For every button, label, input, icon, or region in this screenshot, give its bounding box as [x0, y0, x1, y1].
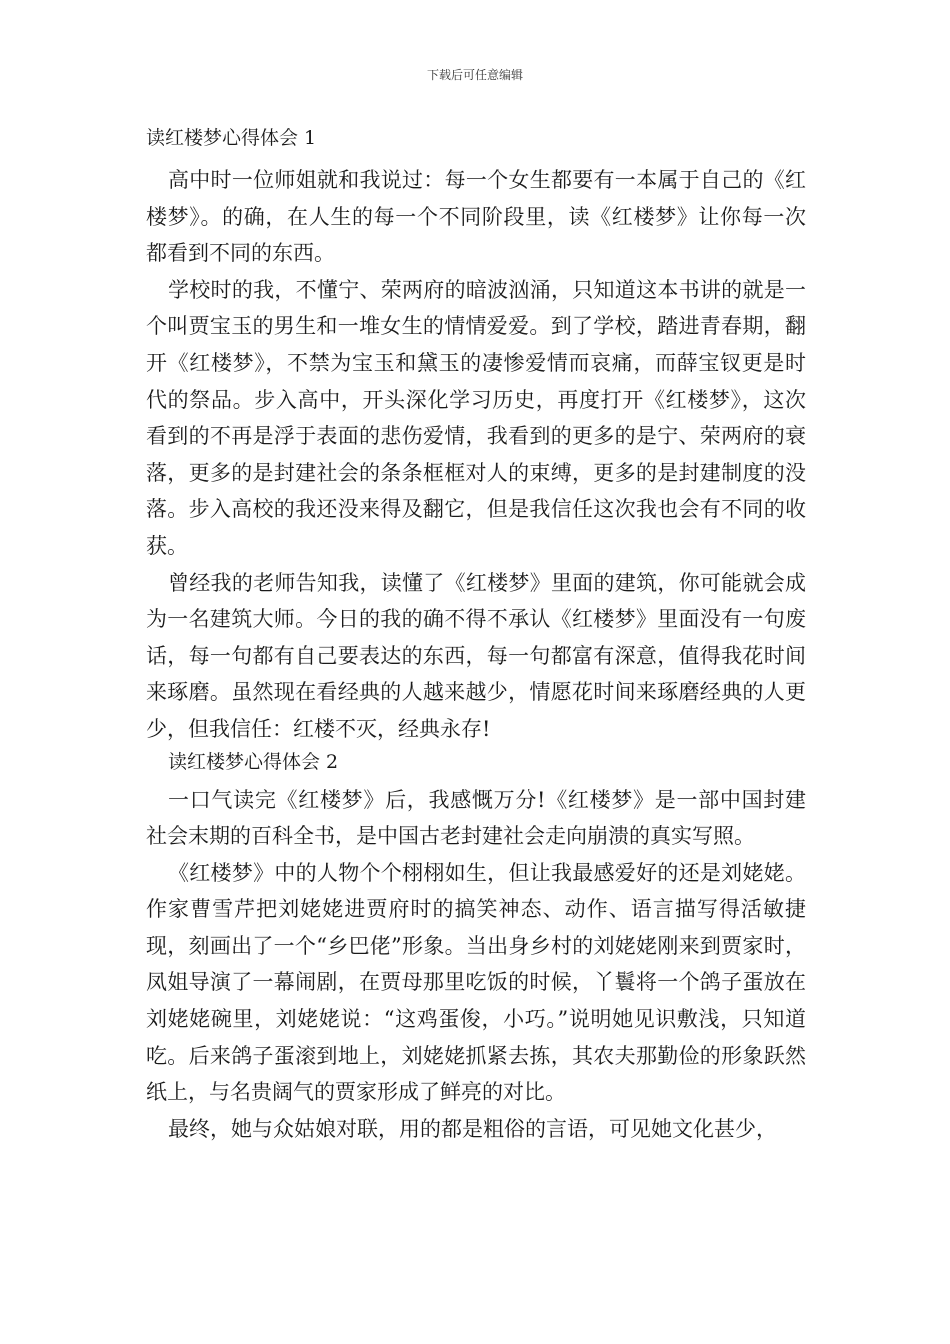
section-1 — [146, 124, 806, 748]
document-body — [146, 124, 806, 1147]
paragraph: 学校时的我，不懂宁、荣两府的暗波汹涌，只知道这本书讲的就是一个叫贾宝玉的男生和一堆女生的情情爱爱。到了学校，踏进青春期，翻开《红楼梦》，不禁为宝玉和黛玉的凄惨爱情而哀痛，而薛宝钗更是时代的祭品。步入高中，开头深化学习历史，再度打开《红楼梦》，这次看到的不再是浮于表面的悲伤爱情，我看到的更多的是宁、荣两府的衰落，更多的是封建社会的条条框框对人的束缚，更多的是封建制度的没落。步入高校的我还没来得及翻它，但是我信任这次我也会有不同的收获。 — [146, 277, 806, 558]
paragraph: 一口气读完《红楼梦》后，我感慨万分!《红楼梦》是一部中国封建社会末期的百科全书，是中国古老封建社会走向崩溃的真实写照。 — [146, 787, 806, 849]
page-header: 下载后可任意编辑 — [426, 68, 523, 82]
paragraph: 《红楼梦》中的人物个个栩栩如生，但让我最感爱好的还是刘姥姥。作家曹雪芹把刘姥姥进贾府时的搞笑神态、动作、语言描写得活敏捷现，刻画出了一个“乡巴佬”形象。当出身乡村的刘姥姥刚来到贾家时，凤姐导演了一幕闹剧，在贾母那里吃饭的时候，丫鬟将一个鸽子蛋放在刘姥姥碗里，刘姥姥说：“这鸡蛋俊，小巧。”说明她见识敷浅，只知道吃。后来鸽子蛋滚到地上，刘姥姥抓紧去拣，其农夫那勤俭的形象跃然纸上，与名贵阔气的贾家形成了鲜亮的对比。 — [146, 860, 806, 1105]
section-title: 读红楼梦心得体会 1 — [146, 127, 317, 149]
section-title: 读红楼梦心得体会 2 — [168, 750, 339, 773]
paragraph: 高中时一位师姐就和我说过：每一个女生都要有一本属于自己的《红楼梦》。的确，在人生的每一个不同阶段里，读《红楼梦》让你每一次都看到不同的东西。 — [146, 168, 806, 266]
section-2 — [146, 748, 806, 1148]
paragraph: 最终，她与众姑娘对联，用的都是粗俗的言语，可见她文化甚少， — [168, 1116, 777, 1141]
paragraph: 曾经我的老师告知我，读懂了《红楼梦》里面的建筑，你可能就会成为一名建筑大师。今日的我的确不得不承认《红楼梦》里面没有一句废话，每一句都有自己要表达的东西，每一句都富有深意，值得我花时间来琢磨。虽然现在看经典的人越来越少，情愿花时间来琢磨经典的人更少，但我信任：红楼不灭，经典永存! — [146, 570, 806, 741]
